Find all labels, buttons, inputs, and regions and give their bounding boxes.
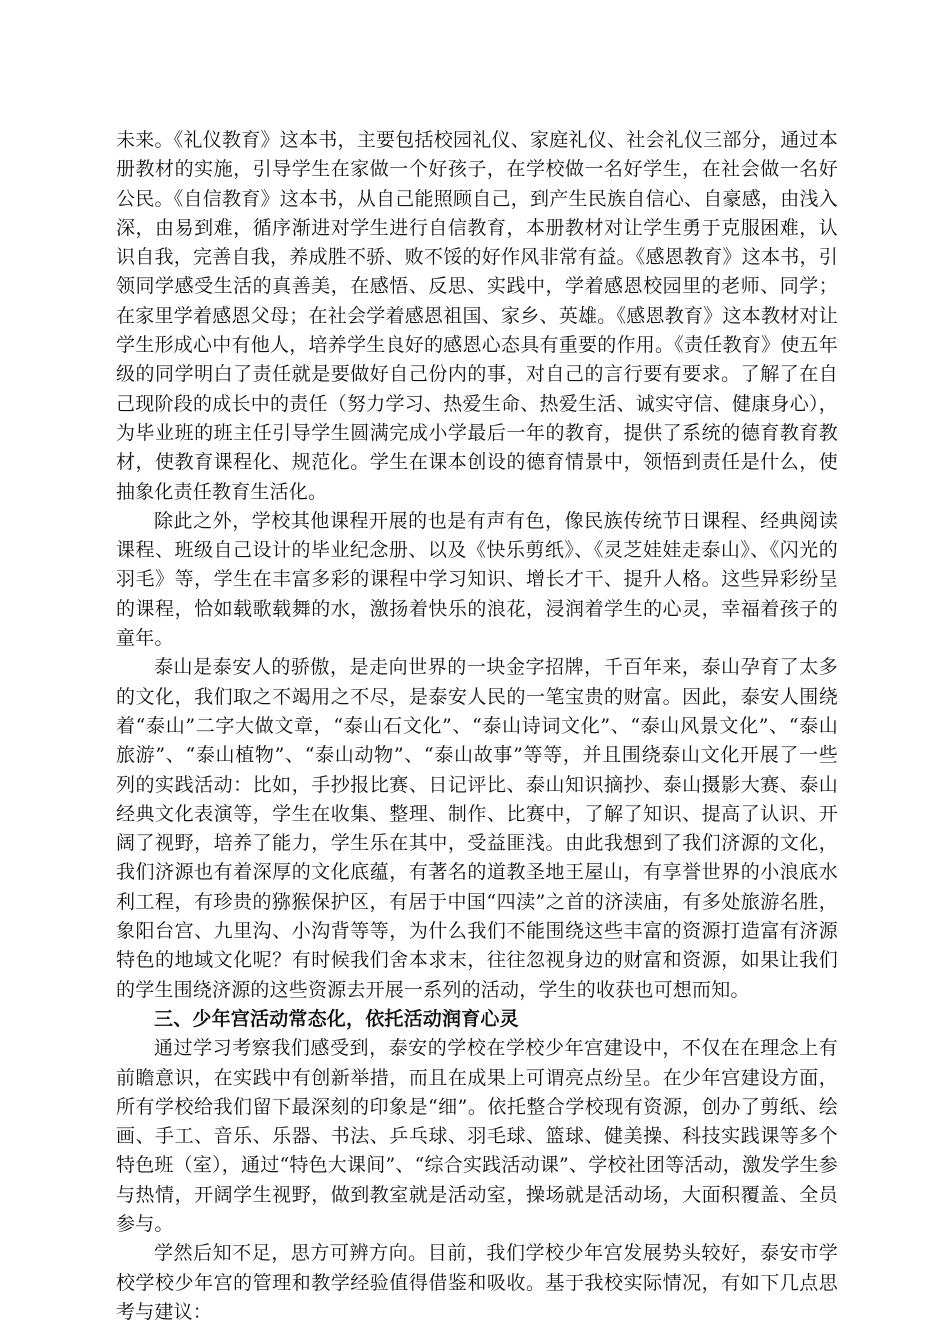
paragraph-other-courses: 除此之外，学校其他课程开展的也是有声有色，像民族传统节日课程、经典阅读课程、班级自己设计的毕业纪念册、以及《快乐剪纸》、《灵芝娃娃走泰山》、《闪光的羽毛》等，学生在丰富多彩的课程中学习知识、增长才干、提升人格。这些异彩纷呈的课程，恰如载歌载舞的水，激扬着快乐的浪花，浸润着学生的心灵，幸福着孩子的童年。 (116, 509, 838, 650)
document-body (116, 126, 838, 1327)
paragraph-youth-palace: 通过学习考察我们感受到，泰安的学校在学校少年宫建设中，不仅在在理念上有前瞻意识，在实践中有创新举措，而且在成果上可谓亮点纷呈。在少年宫建设方面，所有学校给我们留下最深刻的印象是“细”。依托整合学校现有资源，创办了剪纸、绘画、手工、音乐、乐器、书法、乒乓球、羽毛球、篮球、健美操、科技实践课等多个特色班（室），通过“特色大课间”、“综合实践活动课”、学校社团等活动，激发学生参与热情，开阔学生视野，做到教室就是活动室，操场就是活动场，大面积覆盖、全员参与。 (116, 1037, 838, 1235)
paragraph-taishan-culture: 泰山是泰安人的骄傲，是走向世界的一块金字招牌，千百年来，泰山孕育了太多的文化，我们取之不竭用之不尽，是泰安人民的一笔宝贵的财富。因此，泰安人围绕着“泰山”二字大做文章，“泰山石文化”、“泰山诗词文化”、“泰山风景文化”、“泰山旅游”、“泰山植物”、“泰山动物”、“泰山故事”等等，并且围绕泰山文化开展了一些列的实践活动：比如，手抄报比赛、日记评比、泰山知识摘抄、泰山摄影大赛、泰山经典文化表演等，学生在收集、整理、制作、比赛中，了解了知识、提高了认识、开阔了视野，培养了能力，学生乐在其中，受益匪浅。由此我想到了我们济源的文化，我们济源也有着深厚的文化底蕴，有著名的道教圣地王屋山，有享誉世界的小浪底水利工程，有珍贵的猕猴保护区，有居于中国“四渎”之首的济渎庙，有多处旅游名胜，象阳台宫、九里沟、小沟背等等，为什么我们不能围绕这些丰富的资源打造富有济源特色的地域文化呢？有时候我们舍本求末，往往忽视身边的财富和资源，如果让我们的学生围绕济源的这些资源去开展一系列的活动，学生的收获也可想而知。 (116, 656, 838, 1001)
paragraph-moral-textbooks: 未来。《礼仪教育》这本书，主要包括校园礼仪、家庭礼仪、社会礼仪三部分，通过本册教材的实施，引导学生在家做一个好孩子，在学校做一名好学生，在社会做一名好公民。《自信教育》这本书，从自己能照顾自己，到产生民族自信心、自豪感，由浅入深，由易到难，循序渐进对学生进行自信教育，本册教材对让学生勇于克服困难，认识自我，完善自我，养成胜不骄、败不馁的好作风非常有益。《感恩教育》这本书，引领同学感受生活的真善美，在感悟、反思、实践中，学着感恩校园里的老师、同学；在家里学着感恩父母；在社会学着感恩祖国、家乡、英雄。《感恩教育》这本教材对让学生形成心中有他人，培养学生良好的感恩心态具有重要的作用。《责任教育》使五年级的同学明白了责任就是要做好自己份内的事，对自己的言行要有要求。了解了在自己现阶段的成长中的责任（努力学习、热爱生命、热爱生活、诚实守信、健康身心），为毕业班的班主任引导学生圆满完成小学最后一年的教育，提供了系统的德育教育教材，使教育课程化、规范化。学生在课本创设的德育情景中，领悟到责任是什么，使抽象化责任教育生活化。 (116, 129, 838, 503)
section-heading: 三、少年宫活动常态化，依托活动润育心灵 (154, 1007, 519, 1030)
paragraph-suggestions-intro: 学然后知不足，思方可辨方向。目前，我们学校少年宫发展势头较好，泰安市学校学校少年宫的管理和教学经验值得借鉴和吸收。基于我校实际情况，有如下几点思考与建议： (116, 1242, 838, 1323)
